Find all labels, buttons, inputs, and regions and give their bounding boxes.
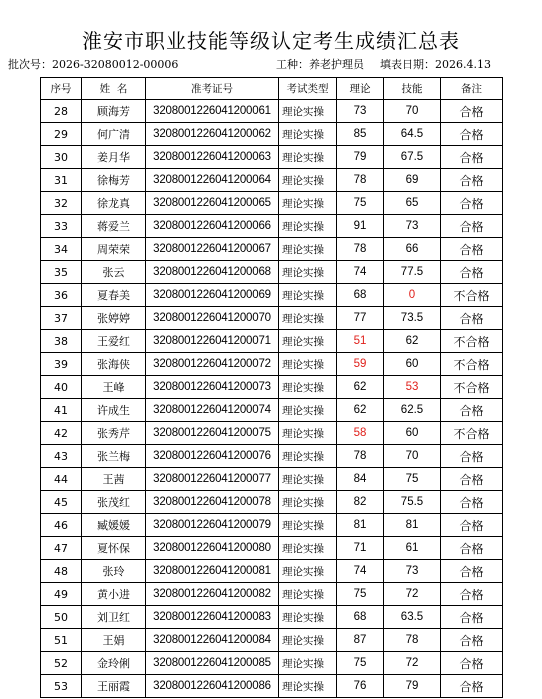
cell-remark: 不合格 — [441, 330, 503, 353]
table-body — [41, 100, 503, 698]
cell-skill: 64.5 — [384, 123, 441, 146]
cell-name: 张海侠 — [82, 353, 146, 376]
cell-skill: 78 — [384, 629, 441, 652]
cell-name: 周荣荣 — [82, 238, 146, 261]
header-remark: 备注 — [441, 78, 503, 100]
cell-skill: 77.5 — [384, 261, 441, 284]
header-skill: 技能 — [384, 78, 441, 100]
cell-remark: 合格 — [441, 215, 503, 238]
cell-exam-type: 理论实操 — [279, 261, 337, 284]
table-row — [41, 238, 503, 261]
work-type-info — [276, 56, 364, 74]
cell-name: 金玲俐 — [82, 652, 146, 675]
cell-skill: 73 — [384, 215, 441, 238]
cell-theory: 79 — [337, 146, 384, 169]
cell-ticket: 3208001226041200065 — [146, 192, 279, 215]
cell-ticket: 3208001226041200063 — [146, 146, 279, 169]
cell-skill: 69 — [384, 169, 441, 192]
table-row — [41, 192, 503, 215]
cell-name: 张茂红 — [82, 491, 146, 514]
fill-date-info — [380, 56, 491, 74]
cell-no: 32 — [41, 192, 82, 215]
cell-no: 29 — [41, 123, 82, 146]
cell-no: 34 — [41, 238, 82, 261]
cell-name: 王爱红 — [82, 330, 146, 353]
cell-ticket: 3208001226041200085 — [146, 652, 279, 675]
cell-no: 30 — [41, 146, 82, 169]
cell-exam-type: 理论实操 — [279, 353, 337, 376]
cell-skill: 60 — [384, 353, 441, 376]
cell-theory: 58 — [337, 422, 384, 445]
cell-remark: 合格 — [441, 261, 503, 284]
cell-ticket: 3208001226041200067 — [146, 238, 279, 261]
cell-no: 35 — [41, 261, 82, 284]
cell-theory: 62 — [337, 399, 384, 422]
cell-name: 臧媛媛 — [82, 514, 146, 537]
cell-exam-type: 理论实操 — [279, 537, 337, 560]
cell-name: 顾海芳 — [82, 100, 146, 123]
cell-skill: 0 — [384, 284, 441, 307]
cell-remark: 不合格 — [441, 353, 503, 376]
cell-exam-type: 理论实操 — [279, 606, 337, 629]
cell-theory: 75 — [337, 192, 384, 215]
cell-remark: 合格 — [441, 100, 503, 123]
cell-exam-type: 理论实操 — [279, 284, 337, 307]
cell-remark: 合格 — [441, 514, 503, 537]
cell-name: 张云 — [82, 261, 146, 284]
cell-theory: 78 — [337, 445, 384, 468]
table-row — [41, 376, 503, 399]
cell-no: 42 — [41, 422, 82, 445]
date-label: 填表日期： — [380, 58, 435, 71]
cell-ticket: 3208001226041200075 — [146, 422, 279, 445]
cell-remark: 合格 — [441, 192, 503, 215]
cell-ticket: 3208001226041200086 — [146, 675, 279, 698]
cell-exam-type: 理论实操 — [279, 491, 337, 514]
batch-value: 2026-32080012-00006 — [52, 58, 179, 71]
cell-name: 刘卫红 — [82, 606, 146, 629]
cell-no: 45 — [41, 491, 82, 514]
table-row — [41, 353, 503, 376]
cell-exam-type: 理论实操 — [279, 445, 337, 468]
table-row — [41, 629, 503, 652]
batch-label: 批次号： — [8, 58, 52, 71]
cell-no: 53 — [41, 675, 82, 698]
cell-remark: 合格 — [441, 537, 503, 560]
cell-name: 张秀芹 — [82, 422, 146, 445]
cell-ticket: 3208001226041200061 — [146, 100, 279, 123]
cell-remark: 合格 — [441, 560, 503, 583]
cell-ticket: 3208001226041200082 — [146, 583, 279, 606]
document-title: 淮安市职业技能等级认定考生成绩汇总表 — [82, 29, 460, 53]
cell-theory: 81 — [337, 514, 384, 537]
cell-exam-type: 理论实操 — [279, 399, 337, 422]
cell-remark: 合格 — [441, 146, 503, 169]
table-row — [41, 514, 503, 537]
cell-exam-type: 理论实操 — [279, 583, 337, 606]
cell-theory: 51 — [337, 330, 384, 353]
cell-remark: 合格 — [441, 123, 503, 146]
cell-theory: 71 — [337, 537, 384, 560]
cell-name: 王娟 — [82, 629, 146, 652]
table-header-row — [41, 78, 503, 100]
cell-skill: 62.5 — [384, 399, 441, 422]
cell-exam-type: 理论实操 — [279, 192, 337, 215]
cell-no: 37 — [41, 307, 82, 330]
cell-theory: 78 — [337, 238, 384, 261]
cell-theory: 74 — [337, 560, 384, 583]
cell-no: 48 — [41, 560, 82, 583]
cell-skill: 72 — [384, 583, 441, 606]
cell-theory: 91 — [337, 215, 384, 238]
cell-remark: 不合格 — [441, 422, 503, 445]
cell-theory: 75 — [337, 583, 384, 606]
cell-skill: 79 — [384, 675, 441, 698]
cell-remark: 合格 — [441, 606, 503, 629]
cell-name: 姜月华 — [82, 146, 146, 169]
table-row — [41, 146, 503, 169]
cell-name: 王峰 — [82, 376, 146, 399]
cell-skill: 81 — [384, 514, 441, 537]
header-name: 姓 名 — [82, 78, 146, 100]
cell-theory: 73 — [337, 100, 384, 123]
cell-theory: 59 — [337, 353, 384, 376]
cell-theory: 74 — [337, 261, 384, 284]
cell-skill: 66 — [384, 238, 441, 261]
cell-ticket: 3208001226041200083 — [146, 606, 279, 629]
cell-exam-type: 理论实操 — [279, 100, 337, 123]
cell-no: 31 — [41, 169, 82, 192]
cell-skill: 70 — [384, 100, 441, 123]
cell-theory: 82 — [337, 491, 384, 514]
cell-name: 王茜 — [82, 468, 146, 491]
header-theory: 理论 — [337, 78, 384, 100]
cell-ticket: 3208001226041200064 — [146, 169, 279, 192]
table-row — [41, 491, 503, 514]
cell-remark: 合格 — [441, 583, 503, 606]
meta-row — [0, 56, 542, 74]
cell-exam-type: 理论实操 — [279, 629, 337, 652]
cell-skill: 53 — [384, 376, 441, 399]
table-row — [41, 652, 503, 675]
table-row — [41, 100, 503, 123]
cell-exam-type: 理论实操 — [279, 376, 337, 399]
cell-theory: 77 — [337, 307, 384, 330]
cell-name: 夏怀保 — [82, 537, 146, 560]
cell-skill: 63.5 — [384, 606, 441, 629]
cell-skill: 62 — [384, 330, 441, 353]
table-row — [41, 537, 503, 560]
cell-skill: 72 — [384, 652, 441, 675]
cell-remark: 合格 — [441, 307, 503, 330]
work-label: 工种： — [276, 58, 309, 71]
cell-ticket: 3208001226041200066 — [146, 215, 279, 238]
cell-ticket: 3208001226041200076 — [146, 445, 279, 468]
cell-theory: 84 — [337, 468, 384, 491]
cell-skill: 67.5 — [384, 146, 441, 169]
cell-skill: 70 — [384, 445, 441, 468]
cell-no: 50 — [41, 606, 82, 629]
cell-no: 39 — [41, 353, 82, 376]
table-row — [41, 606, 503, 629]
cell-exam-type: 理论实操 — [279, 560, 337, 583]
cell-skill: 65 — [384, 192, 441, 215]
cell-theory: 78 — [337, 169, 384, 192]
table-row — [41, 261, 503, 284]
cell-exam-type: 理论实操 — [279, 468, 337, 491]
cell-remark: 合格 — [441, 169, 503, 192]
cell-no: 46 — [41, 514, 82, 537]
cell-ticket: 3208001226041200071 — [146, 330, 279, 353]
cell-theory: 76 — [337, 675, 384, 698]
cell-remark: 合格 — [441, 652, 503, 675]
cell-no: 49 — [41, 583, 82, 606]
cell-no: 52 — [41, 652, 82, 675]
cell-name: 张兰梅 — [82, 445, 146, 468]
cell-skill: 75.5 — [384, 491, 441, 514]
cell-theory: 68 — [337, 284, 384, 307]
cell-ticket: 3208001226041200062 — [146, 123, 279, 146]
cell-exam-type: 理论实操 — [279, 422, 337, 445]
cell-no: 33 — [41, 215, 82, 238]
cell-remark: 合格 — [441, 399, 503, 422]
cell-ticket: 3208001226041200077 — [146, 468, 279, 491]
cell-name: 徐龙真 — [82, 192, 146, 215]
header-ticket: 准考证号 — [146, 78, 279, 100]
cell-no: 40 — [41, 376, 82, 399]
cell-ticket: 3208001226041200073 — [146, 376, 279, 399]
cell-no: 41 — [41, 399, 82, 422]
cell-no: 36 — [41, 284, 82, 307]
cell-exam-type: 理论实操 — [279, 652, 337, 675]
cell-name: 蒋爱兰 — [82, 215, 146, 238]
cell-remark: 合格 — [441, 238, 503, 261]
cell-ticket: 3208001226041200068 — [146, 261, 279, 284]
cell-exam-type: 理论实操 — [279, 675, 337, 698]
cell-skill: 73 — [384, 560, 441, 583]
table-row — [41, 468, 503, 491]
table-row — [41, 284, 503, 307]
cell-theory: 87 — [337, 629, 384, 652]
cell-skill: 60 — [384, 422, 441, 445]
header-no: 序号 — [41, 78, 82, 100]
cell-name: 张玲 — [82, 560, 146, 583]
cell-name: 何广清 — [82, 123, 146, 146]
table-row — [41, 123, 503, 146]
table-row — [41, 560, 503, 583]
cell-remark: 合格 — [441, 675, 503, 698]
cell-remark: 合格 — [441, 491, 503, 514]
cell-skill: 75 — [384, 468, 441, 491]
cell-exam-type: 理论实操 — [279, 238, 337, 261]
cell-remark: 合格 — [441, 468, 503, 491]
cell-name: 徐梅芳 — [82, 169, 146, 192]
cell-exam-type: 理论实操 — [279, 123, 337, 146]
cell-name: 张婷婷 — [82, 307, 146, 330]
cell-no: 51 — [41, 629, 82, 652]
cell-ticket: 3208001226041200074 — [146, 399, 279, 422]
score-table — [40, 77, 503, 698]
cell-name: 王丽霞 — [82, 675, 146, 698]
cell-no: 43 — [41, 445, 82, 468]
cell-ticket: 3208001226041200084 — [146, 629, 279, 652]
cell-ticket: 3208001226041200070 — [146, 307, 279, 330]
cell-no: 44 — [41, 468, 82, 491]
cell-exam-type: 理论实操 — [279, 307, 337, 330]
table-row — [41, 675, 503, 698]
table-row — [41, 307, 503, 330]
cell-skill: 61 — [384, 537, 441, 560]
cell-ticket: 3208001226041200081 — [146, 560, 279, 583]
table-row — [41, 169, 503, 192]
cell-exam-type: 理论实操 — [279, 514, 337, 537]
cell-ticket: 3208001226041200079 — [146, 514, 279, 537]
cell-remark: 合格 — [441, 629, 503, 652]
table-row — [41, 330, 503, 353]
table-row — [41, 445, 503, 468]
cell-exam-type: 理论实操 — [279, 215, 337, 238]
work-value: 养老护理员 — [309, 58, 364, 71]
batch-info — [8, 56, 178, 74]
cell-remark: 不合格 — [441, 376, 503, 399]
cell-skill: 73.5 — [384, 307, 441, 330]
cell-name: 夏春美 — [82, 284, 146, 307]
table-row — [41, 583, 503, 606]
cell-exam-type: 理论实操 — [279, 146, 337, 169]
table-row — [41, 422, 503, 445]
cell-exam-type: 理论实操 — [279, 330, 337, 353]
cell-remark: 合格 — [441, 445, 503, 468]
cell-ticket: 3208001226041200078 — [146, 491, 279, 514]
table-row — [41, 215, 503, 238]
cell-no: 38 — [41, 330, 82, 353]
cell-ticket: 3208001226041200069 — [146, 284, 279, 307]
cell-theory: 75 — [337, 652, 384, 675]
cell-exam-type: 理论实操 — [279, 169, 337, 192]
cell-no: 28 — [41, 100, 82, 123]
cell-name: 许成生 — [82, 399, 146, 422]
cell-name: 黄小进 — [82, 583, 146, 606]
cell-theory: 85 — [337, 123, 384, 146]
date-value: 2026.4.13 — [435, 58, 491, 71]
cell-theory: 68 — [337, 606, 384, 629]
cell-ticket: 3208001226041200080 — [146, 537, 279, 560]
cell-no: 47 — [41, 537, 82, 560]
header-type: 考试类型 — [279, 78, 337, 100]
table-row — [41, 399, 503, 422]
cell-remark: 不合格 — [441, 284, 503, 307]
cell-theory: 62 — [337, 376, 384, 399]
cell-ticket: 3208001226041200072 — [146, 353, 279, 376]
